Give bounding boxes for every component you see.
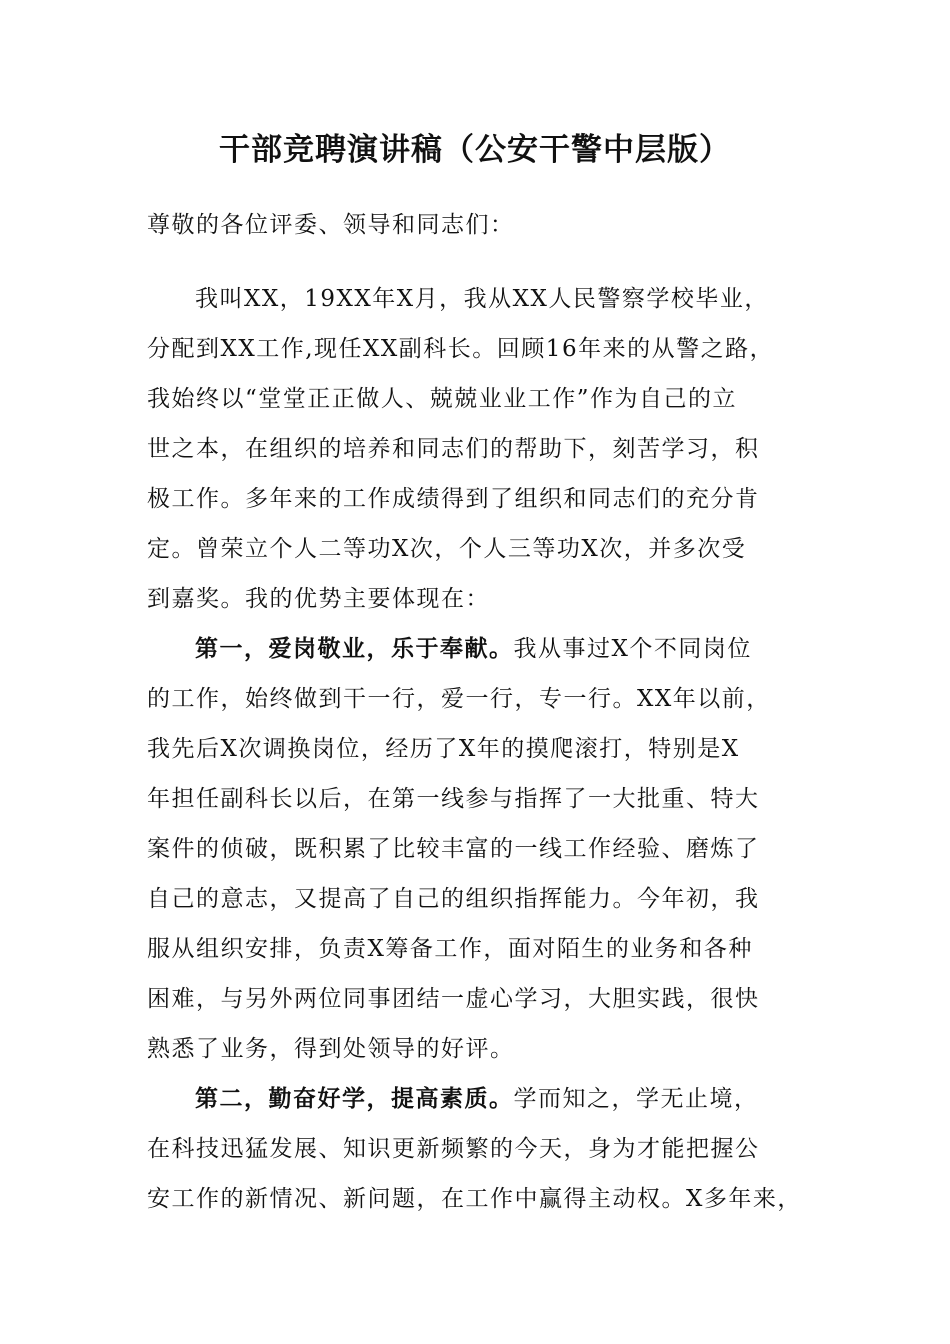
salutation: 尊敬的各位评委、领导和同志们： — [147, 212, 515, 238]
paragraph-2-line-8: 困难，与另外两位同事团结一虚心学习，大胆实践，很快 — [147, 986, 760, 1012]
paragraph-2-line-2: 的工作，始终做到干一行，爱一行，专一行。XX年以前， — [147, 686, 771, 712]
paragraph-2-line-1 — [195, 632, 885, 666]
paragraph-2-line-7: 服从组织安排，负责X筹备工作，面对陌生的业务和各种 — [147, 936, 753, 962]
paragraph-1-line-1: 我叫XX，19XX年X月，我从XX人民警察学校毕业， — [195, 286, 769, 312]
paragraph-3-heading: 第二，勤奋好学，提高素质。 — [195, 1086, 514, 1112]
paragraph-2-line-6: 自己的意志，又提高了自己的组织指挥能力。今年初，我 — [147, 886, 760, 912]
paragraph-1-line-6: 定。曾荣立个人二等功X次，个人三等功X次，并多次受 — [147, 536, 747, 562]
paragraph-1-line-7: 到嘉奖。我的优势主要体现在： — [147, 586, 490, 612]
paragraph-2-line-5: 案件的侦破，既积累了比较丰富的一线工作经验、磨炼了 — [147, 836, 760, 862]
paragraph-3-line-2: 在科技迅猛发展、知识更新频繁的今天，身为才能把握公 — [147, 1136, 760, 1162]
paragraph-2-line-3: 我先后X次调换岗位，经历了X年的摸爬滚打，特别是X — [147, 736, 740, 762]
paragraph-3-first-rest: 学而知之，学无止境， — [513, 1086, 759, 1112]
paragraph-1-line-3: 我始终以“堂堂正正做人、兢兢业业工作”作为自己的立 — [147, 386, 738, 412]
paragraph-1-line-5: 极工作。多年来的工作成绩得到了组织和同志们的充分肯 — [147, 486, 760, 512]
paragraph-1-line-4: 世之本，在组织的培养和同志们的帮助下，刻苦学习，积 — [147, 436, 760, 462]
paragraph-3-line-1 — [195, 1082, 885, 1116]
paragraph-2-heading: 第一，爱岗敬业，乐于奉献。 — [195, 636, 514, 662]
paragraph-2-line-9: 熟悉了业务，得到处领导的好评。 — [147, 1036, 515, 1062]
paragraph-2-first-rest: 我从事过X个不同岗位 — [513, 636, 752, 662]
paragraph-2-line-4: 年担任副科长以后，在第一线参与指挥了一大批重、特大 — [147, 786, 760, 812]
page-title: 干部竞聘演讲稿（公安干警中层版） — [219, 132, 731, 168]
paragraph-3-line-3: 安工作的新情况、新问题，在工作中赢得主动权。X多年来， — [147, 1186, 802, 1212]
paragraph-1-line-2: 分配到XX工作,现任XX副科长。回顾16年来的从警之路， — [147, 336, 775, 362]
